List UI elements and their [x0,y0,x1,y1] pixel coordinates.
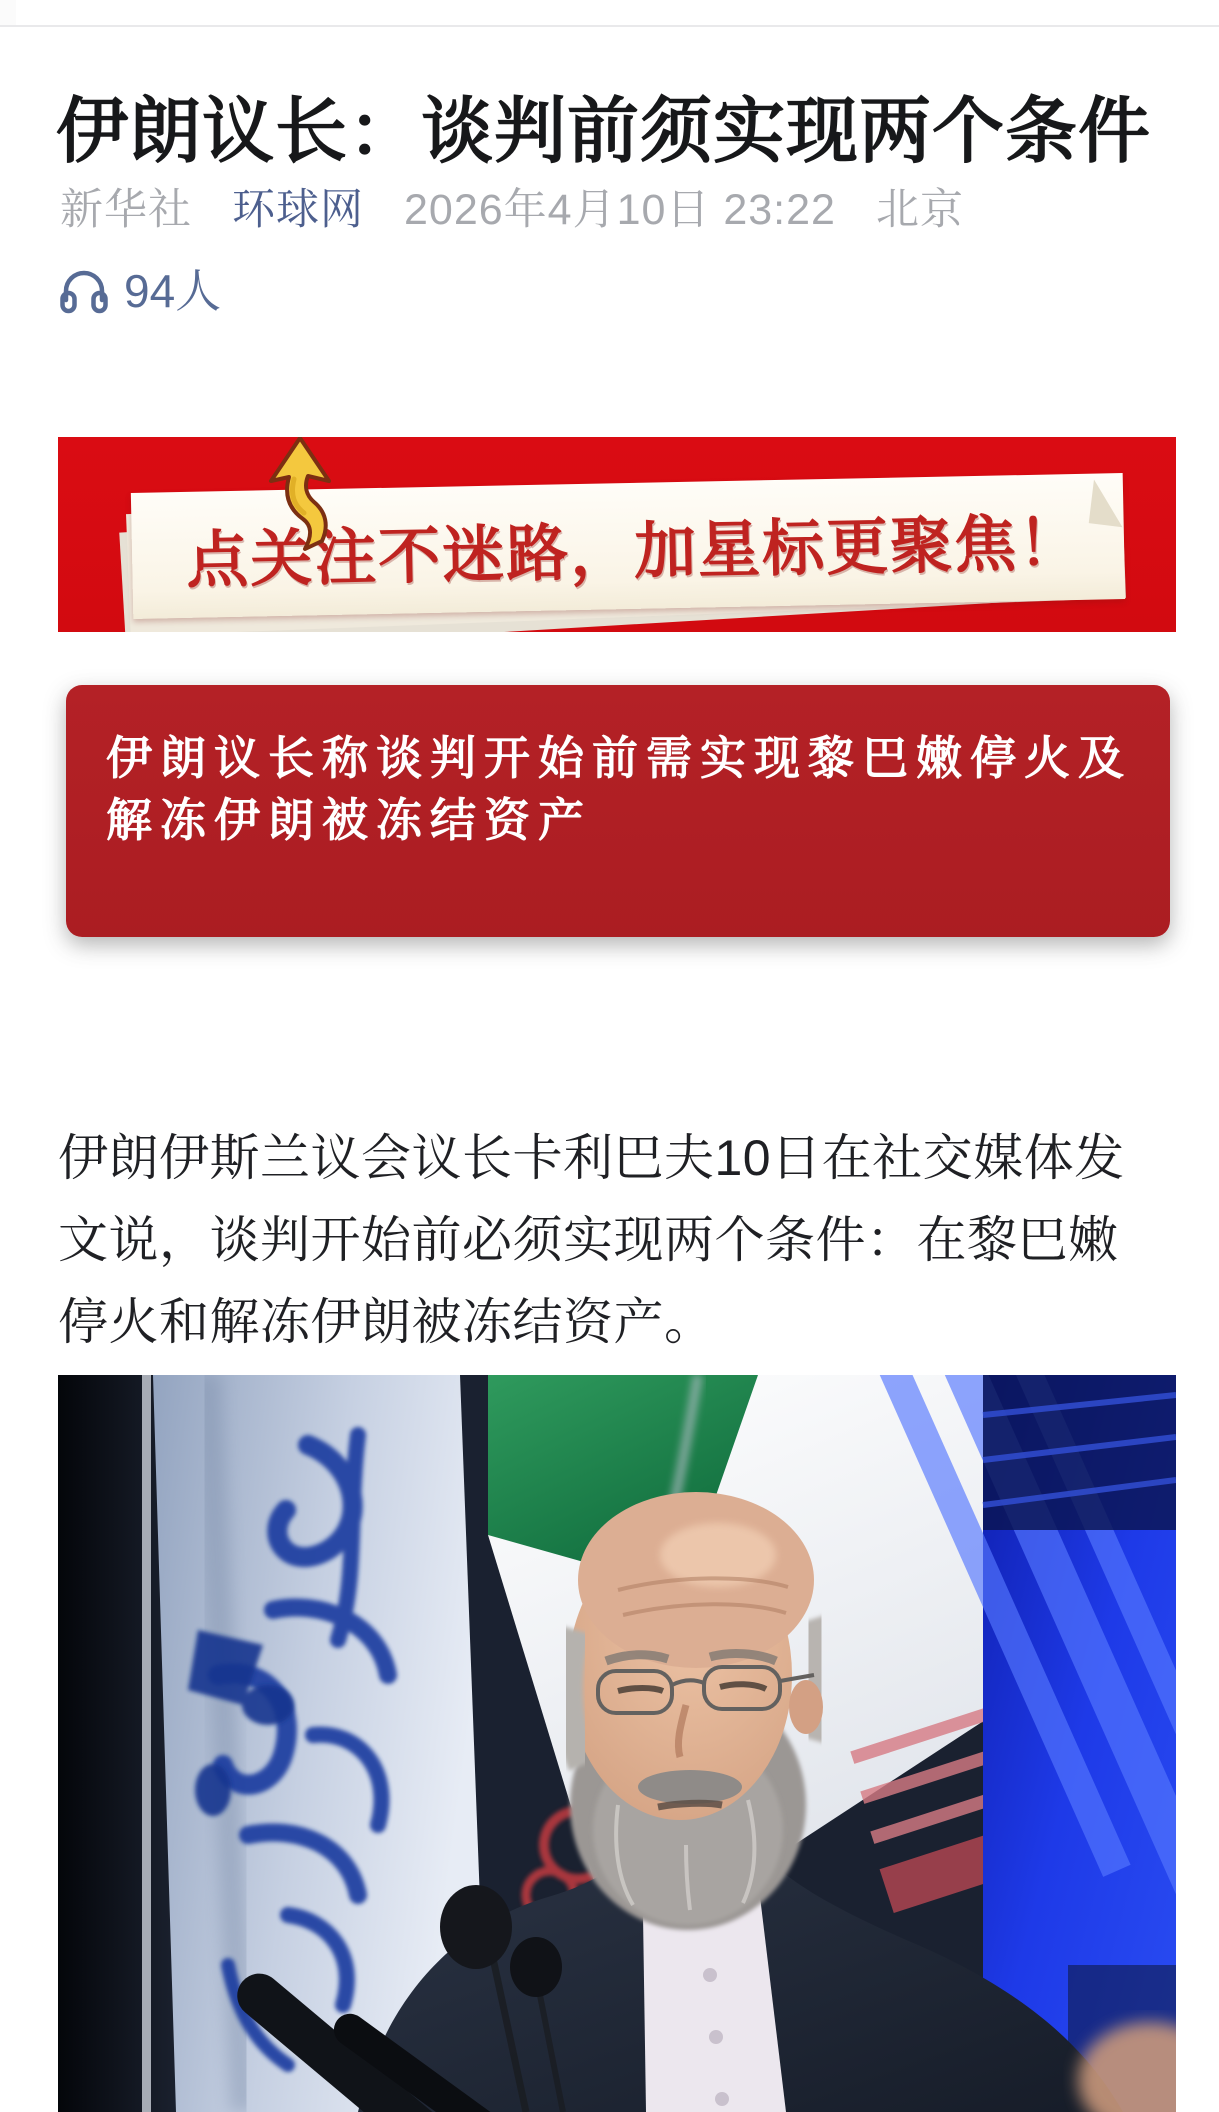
article-photo[interactable] [58,1375,1176,2112]
top-divider [0,25,1219,27]
source-huanqiu-link[interactable]: 环球网 [232,186,364,234]
speaker-ear [789,1680,823,1734]
highlight-card-text: 伊朗议长称谈判开始前需实现黎巴嫩停火及解冻伊朗被冻结资产 [106,732,1132,846]
speaker-mustache [638,1770,742,1804]
source-xinhua: 新华社 [60,186,192,234]
listen-row[interactable] [58,256,221,320]
article-title: 伊朗议长：谈判前须实现两个条件 [56,92,1152,173]
photo-scene [58,1375,1176,2112]
publish-location: 北京 [875,186,964,234]
publish-datetime: 2026年4月10日 23:22 [404,186,836,234]
speaker-hair-left [568,1630,583,1765]
ribbon-text: 点关注不迷路，加星标更聚焦！ [185,509,1083,596]
byline [60,176,964,232]
follow-banner-image[interactable] [58,437,1176,632]
status-bar-remnant [0,0,16,25]
flag-pole [142,1375,151,2112]
headphones-icon [58,262,110,314]
listen-count: 94人 [124,265,222,317]
ribbon-fold-corner [1089,479,1128,527]
highlight-card [66,685,1170,937]
speaker-mouth [658,1803,722,1807]
article-paragraph: 伊朗伊斯兰议会议长卡利巴夫10日在社交媒体发文说，谈判开始前必须实现两个条件：在黎巴嫩停火和解冻伊朗被冻结资产。 [58,1130,1125,1350]
curved-up-arrow-icon [264,437,338,562]
speaker-head [568,1492,823,1930]
